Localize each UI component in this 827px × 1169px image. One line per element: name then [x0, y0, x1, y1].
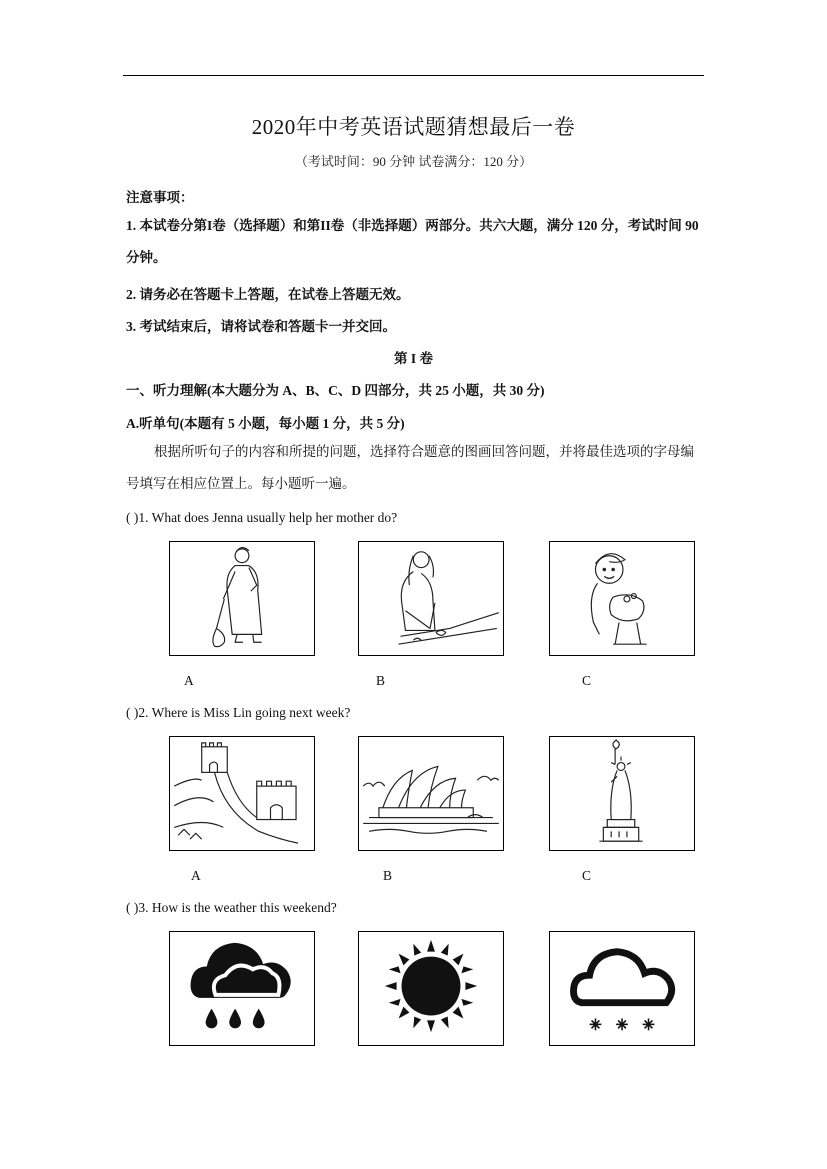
q3-option-b-image[interactable] — [358, 931, 504, 1046]
q1-option-a-image[interactable] — [169, 541, 315, 656]
snow-cloud-icon — [550, 932, 694, 1045]
q2-option-b-image[interactable] — [358, 736, 504, 851]
q1-option-b-image[interactable] — [358, 541, 504, 656]
section-heading: 一、听力理解(本大题分为 A、B、C、D 四部分，共 25 小题，共 30 分) — [126, 383, 545, 398]
header-rule — [123, 75, 704, 76]
notes-item-1: 1. 本试卷分第I卷（选择题）和第II卷（非选择题）两部分。共六大题，满分 120 分，考试时间 90 分钟。 — [126, 218, 699, 265]
q2-option-c-label: C — [582, 868, 592, 883]
q2-option-b-label: B — [383, 868, 393, 883]
q1-option-c-label: C — [582, 673, 592, 688]
great-wall-icon — [170, 737, 314, 850]
statue-of-liberty-icon — [550, 737, 694, 850]
q3-option-c-image[interactable] — [549, 931, 695, 1046]
woman-sweeping-icon — [170, 542, 314, 655]
notes-item-3: 3. 考试结束后，请将试卷和答题卡一并交回。 — [126, 319, 396, 334]
child-washing-icon — [550, 542, 694, 655]
q1-option-c-image[interactable] — [549, 541, 695, 656]
question-1-prompt: ( )1. What does Jenna usually help her mother do? — [126, 510, 398, 525]
q3-option-a-image[interactable] — [169, 931, 315, 1046]
q2-option-c-image[interactable] — [549, 736, 695, 851]
q1-option-a-label: A — [184, 673, 194, 688]
rain-cloud-icon — [170, 932, 314, 1045]
q1-option-b-label: B — [376, 673, 386, 688]
notes-heading: 注意事项： — [126, 190, 194, 205]
q2-option-a-image[interactable] — [169, 736, 315, 851]
part-a-heading: A.听单句(本题有 5 小题，每小题 1 分，共 5 分) — [126, 416, 405, 431]
question-2-prompt: ( )2. Where is Miss Lin going next week? — [126, 705, 351, 720]
volume-title: 第 I 卷 — [393, 351, 433, 366]
exam-subtitle: （考试时间：90 分钟 试卷满分：120 分） — [294, 154, 533, 169]
exam-title: 2020年中考英语试题猜想最后一卷 — [251, 115, 576, 139]
instructions: 根据所听句子的内容和所提的问题，选择符合题意的图画回答问题，并将最佳选项的字母编号填写在相应位置上。每小题听一遍。 — [126, 444, 694, 491]
opera-house-icon — [359, 737, 503, 850]
q2-option-a-label: A — [191, 868, 201, 883]
sun-icon — [359, 932, 503, 1045]
notes-item-2: 2. 请务必在答题卡上答题，在试卷上答题无效。 — [126, 287, 410, 302]
woman-cooking-icon — [359, 542, 503, 655]
question-3-prompt: ( )3. How is the weather this weekend? — [126, 900, 337, 915]
